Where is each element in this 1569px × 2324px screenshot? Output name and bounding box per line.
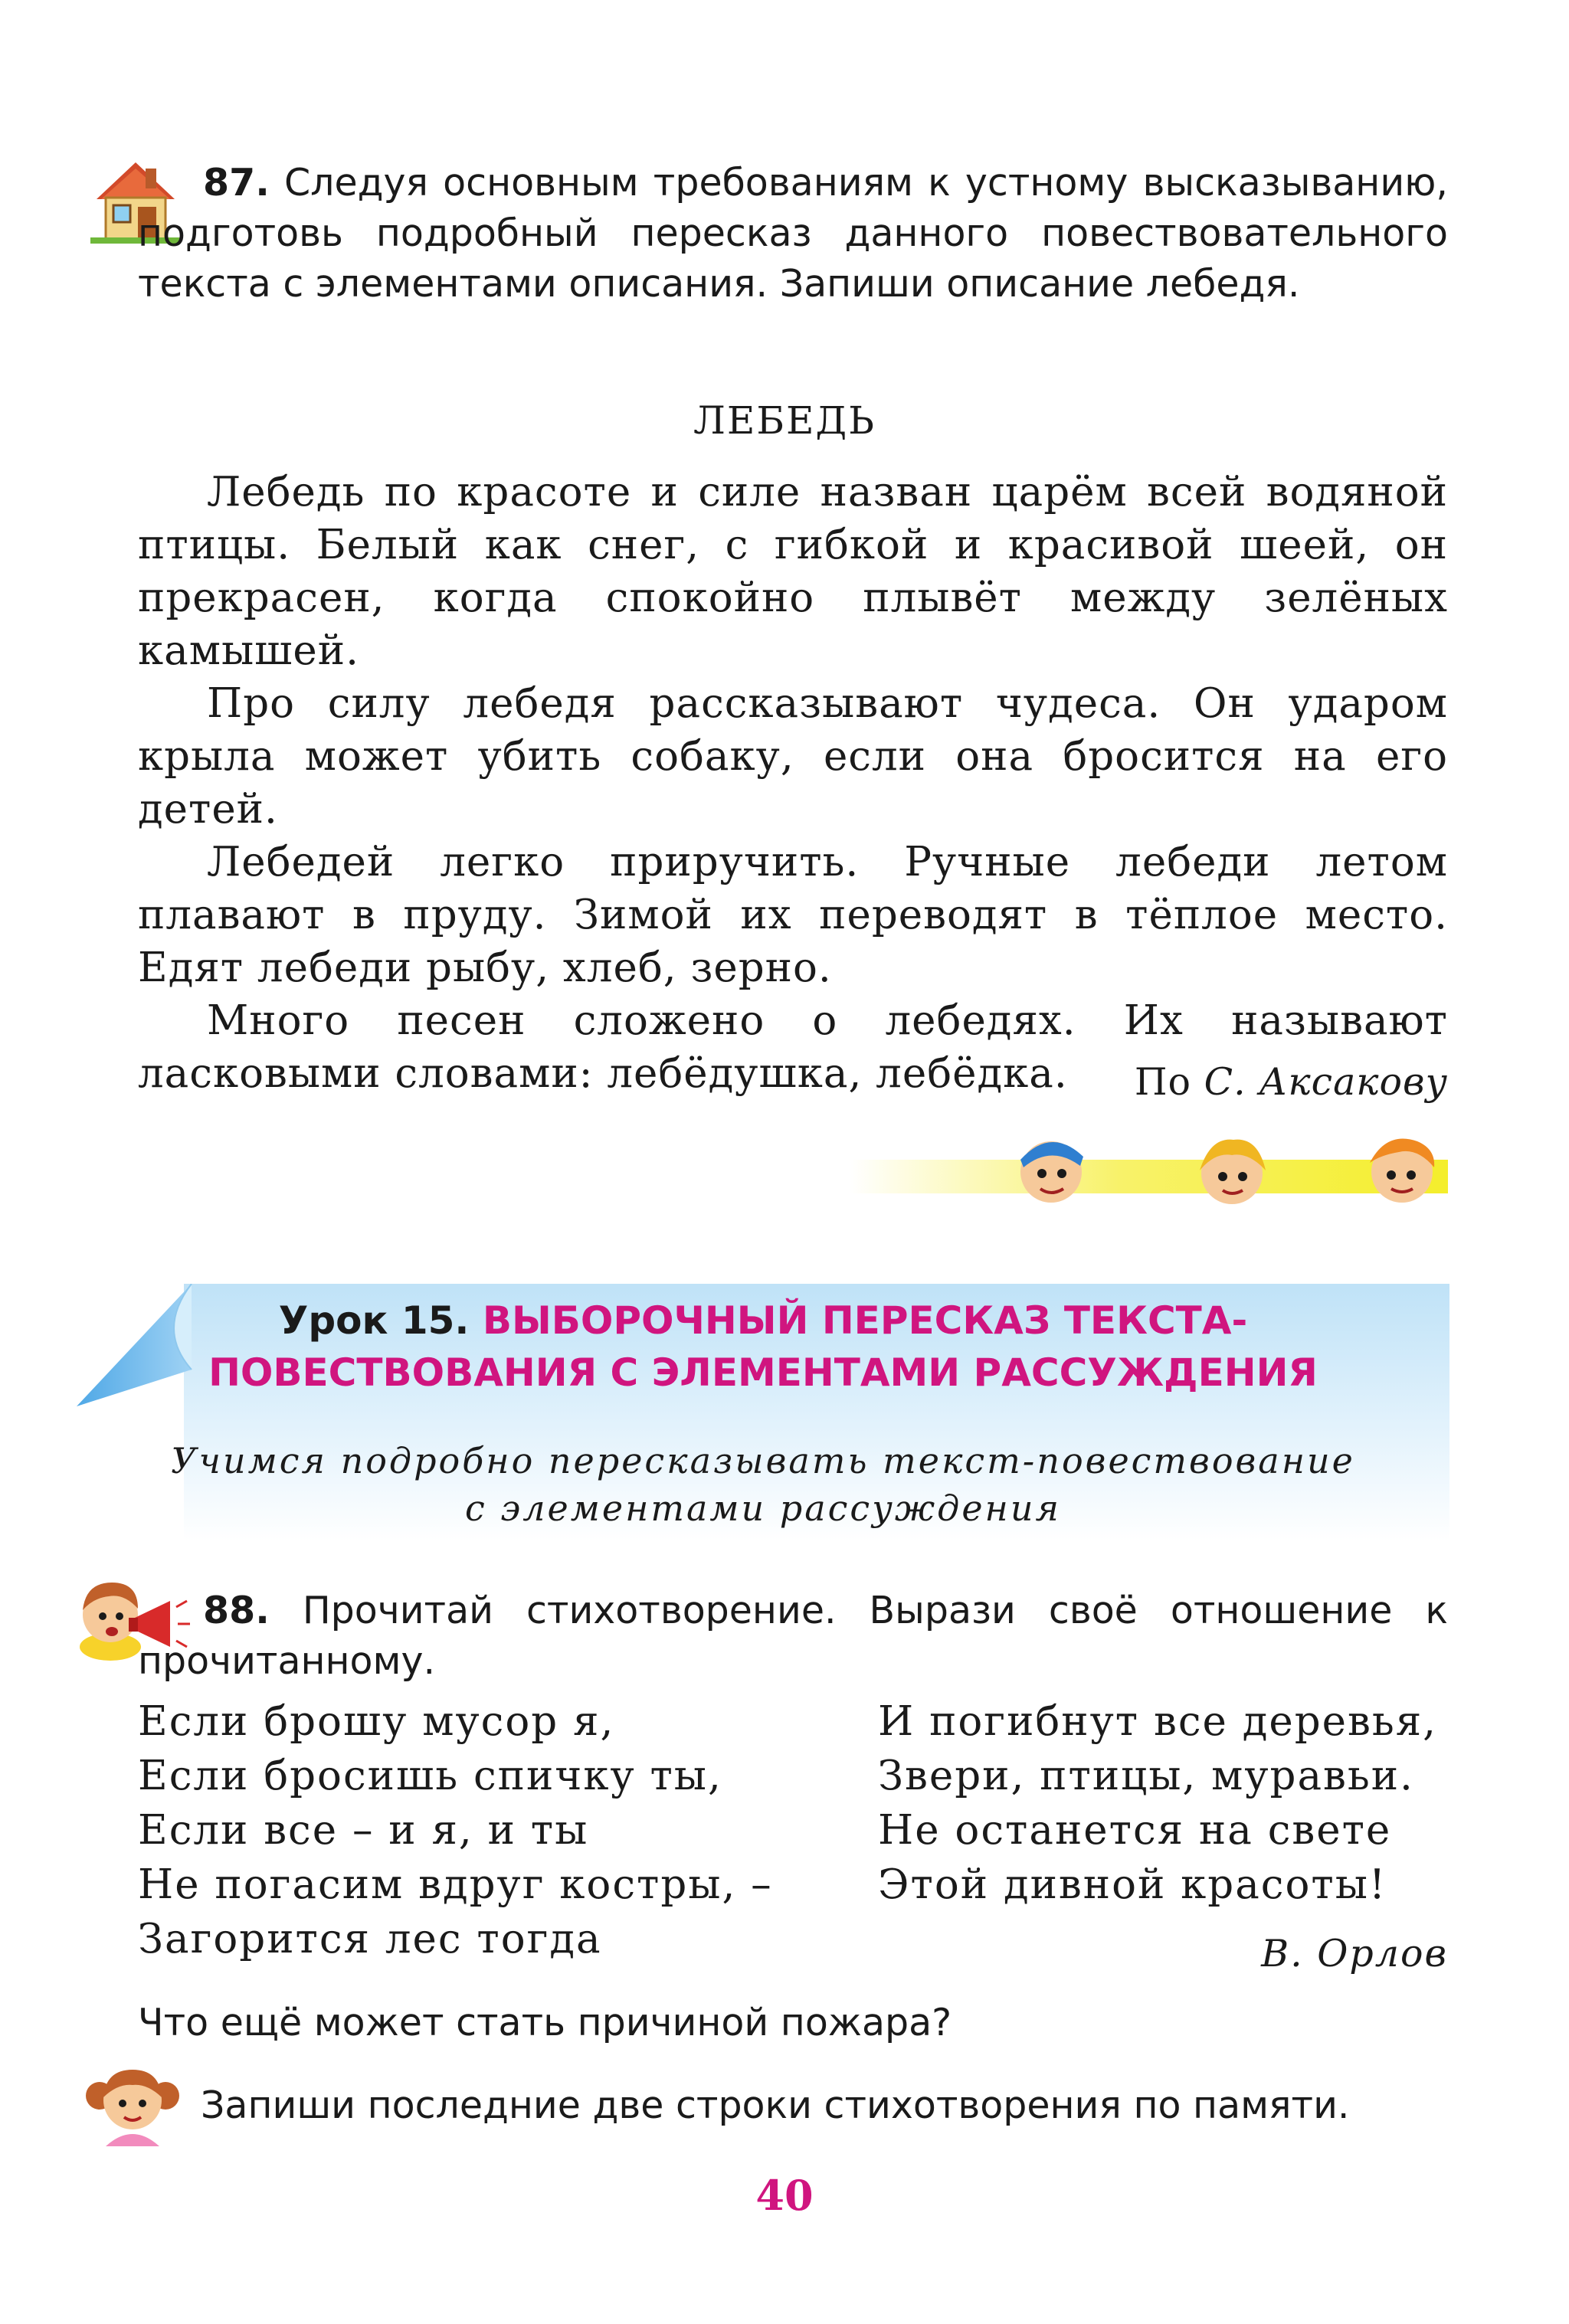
task-text: Следуя основным требованиям к устному высказыванию, подготовь подробный пересказ данного повествовательного текста с элементами описания. Запиши описание лебедя. — [138, 161, 1448, 306]
poem-right-column — [878, 1694, 1437, 1912]
poem-line: Если брошу мусор я, — [138, 1698, 615, 1745]
task-text: Прочитай стихотворение. Вырази своё отношение к прочитанному. — [138, 1589, 1448, 1683]
poem-author: В. Орлов — [1261, 1932, 1448, 1975]
task-number: 88. — [203, 1589, 270, 1632]
attribution-author: С. Аксакову — [1204, 1060, 1448, 1104]
poem-line: Звери, птицы, муравьи. — [878, 1753, 1414, 1799]
poem-line: Не останется на свете — [878, 1807, 1392, 1854]
story-paragraph: Про силу лебедя рассказывают чудеса. Он ударом крыла может убить собаку, если она бросится на его детей. — [138, 680, 1448, 833]
lesson-banner — [77, 1284, 1449, 1541]
task-number: 87. — [203, 161, 270, 205]
story-paragraph: Лебедей легко приручить. Ручные лебеди летом плавают в пруду. Зимой их переводят в тёплое место. Едят лебеди рыбу, хлеб, зерно. — [138, 839, 1448, 991]
poem-left-column — [138, 1694, 773, 1966]
lesson-title — [77, 1295, 1449, 1399]
poem-line: Если бросишь спичку ты, — [138, 1753, 722, 1799]
poem-line: И погибнут все деревья, — [878, 1698, 1437, 1745]
lesson-label: Урок 15. — [278, 1298, 470, 1343]
task-87 — [138, 158, 1448, 309]
page-number: 40 — [755, 2171, 814, 2220]
lesson-title-line2: ПОВЕСТВОВАНИЯ С ЭЛЕМЕНТАМИ РАССУЖДЕНИЯ — [208, 1350, 1318, 1395]
lesson-title-line1: ВЫБОРОЧНЫЙ ПЕРЕСКАЗ ТЕКСТА- — [482, 1298, 1248, 1343]
task-88 — [138, 1586, 1448, 1687]
poem-line: Если все – и я, и ты — [138, 1807, 589, 1854]
lesson-subtitle: Учимся подробно пересказывать текст-повествование с элементами рассуждения — [171, 1440, 1355, 1529]
story-title: ЛЕБЕДЬ — [693, 398, 876, 443]
poem-line: Не погасим вдруг костры, – — [138, 1861, 773, 1908]
poem-line: Этой дивной красоты! — [878, 1861, 1387, 1908]
poem-line: Загорится лес тогда — [138, 1916, 602, 1962]
assignment-text: Запиши последние две строки стихотворения по памяти. — [201, 2083, 1350, 2127]
story-text — [138, 466, 1448, 1100]
characters-band — [850, 1129, 1448, 1215]
story-paragraph: Много песен сложено о лебедях. Их называют ласковыми словами: лебёдушка, лебёдка. — [138, 997, 1448, 1097]
girl-icon — [83, 2061, 182, 2149]
question-text: Что ещё может стать причиной пожара? — [138, 2001, 952, 2044]
story-paragraph: Лебедь по красоте и силе назван царём всей водяной птицы. Белый как снег, с гибкой и красивой шеей, он прекрасен, когда спокойно плывёт между зелёных камышей. — [138, 469, 1448, 674]
story-attribution: По С. Аксакову — [1134, 1060, 1448, 1104]
